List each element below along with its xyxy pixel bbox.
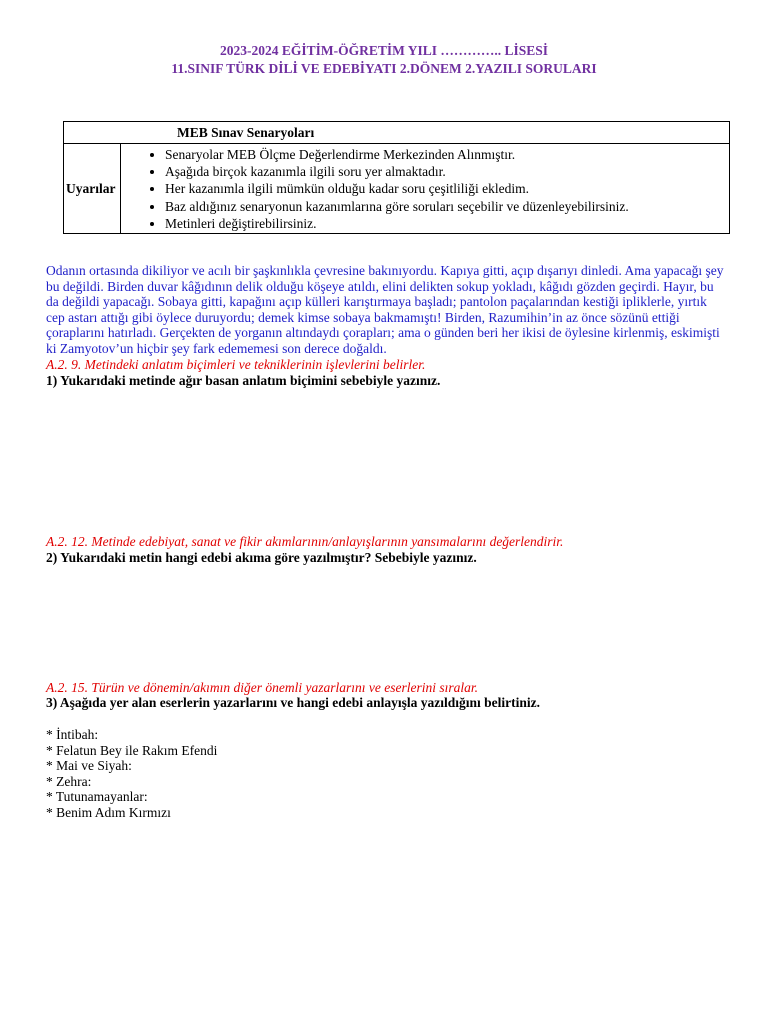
works-list bbox=[46, 727, 217, 820]
question-1: 1) Yukarıdaki metinde ağır basan anlatım biçimini sebebiyle yazınız. bbox=[46, 373, 441, 388]
work-item: * İntibah: bbox=[46, 727, 99, 742]
warning-item: • Her kazanımla ilgili mümkün olduğu kadar soru çeşitliliği ekledim. bbox=[165, 180, 729, 197]
exam-title: 11.SINIF TÜRK DİLİ VE EDEBİYATI 2.DÖNEM 2.YAZILI SORULARI bbox=[171, 61, 597, 76]
school-year-title: 2023-2024 EĞİTİM-ÖĞRETİM YILI ………….. LİSESİ bbox=[219, 43, 549, 58]
question-2: 2) Yukarıdaki metin hangi edebi akıma göre yazılmıştır? Sebebiyle yazınız. bbox=[46, 550, 477, 565]
question-3: 3) Aşağıda yer alan eserlerin yazarlarını ve hangi edebi anlayışla yazıldığını belirtiniz. bbox=[46, 695, 540, 710]
warning-item: • Metinleri değiştirebilirsiniz. bbox=[165, 215, 729, 232]
warnings-label: Uyarılar bbox=[64, 144, 121, 234]
objective-2: A.2. 12. Metinde edebiyat, sanat ve fikir akımlarının/anlayışlarının yansımalarını değerlendirir. bbox=[46, 534, 564, 549]
warning-item: • Aşağıda birçok kazanımla ilgili soru yer almaktadır. bbox=[165, 163, 729, 180]
warning-item: • Senaryolar MEB Ölçme Değerlendirme Merkezinden Alınmıştır. bbox=[165, 146, 729, 163]
warning-item: • Baz aldığınız senaryonun kazanımlarına göre soruları seçebilir ve düzenleyebilirsiniz. bbox=[165, 198, 729, 215]
work-item: * Zehra: bbox=[46, 773, 92, 789]
scenario-table bbox=[63, 121, 730, 234]
reading-passage: Odanın ortasında dikiliyor ve acılı bir şaşkınlıkla çevresine bakınıyordu. Kapıya gitti, açıp dışarıyı dinledi. Ama yapacağı şey bu değildi. Birden duvar kâğıdının delik olduğu köşeye atıldı, elini delikten sokup yokladı, kâğıdı gözden geçirdi. Hayır, bu da değildi yapacağı. Sobaya gitti, kapağını açıp külleri karıştırmaya başladı; pantolon paçalarından kestiği ipliklerle, yırtık cep astarı attığı gibi öylece duruyordu; demek kimse sobaya bakmamıştı! Birden, Razumihin’in az önce sözünü ettiği çoraplarını hatırladı. Gerçekten de yorganın altındaydı çorapları; ama o günden beri her ikisi de öylesine kirlenmiş, eskimişti ki Zamyotov’un hiçbir şey fark edememesi son derece doğaldı. bbox=[46, 263, 724, 356]
scenario-table-title: MEB Sınav Senaryoları bbox=[64, 122, 730, 144]
work-item: * Felatun Bey ile Rakım Efendi bbox=[46, 742, 218, 758]
work-item: * Benim Adım Kırmızı bbox=[46, 804, 171, 820]
objective-3: A.2. 15. Türün ve dönemin/akımın diğer önemli yazarlarını ve eserlerini sıralar. bbox=[46, 680, 478, 695]
document-header bbox=[0, 42, 768, 78]
work-item: * Tutunamayanlar: bbox=[46, 789, 148, 804]
warnings-list bbox=[121, 144, 729, 233]
objective-1: A.2. 9. Metindeki anlatım biçimleri ve tekniklerinin işlevlerini belirler. bbox=[46, 357, 426, 372]
work-item: * Mai ve Siyah: bbox=[46, 758, 132, 773]
